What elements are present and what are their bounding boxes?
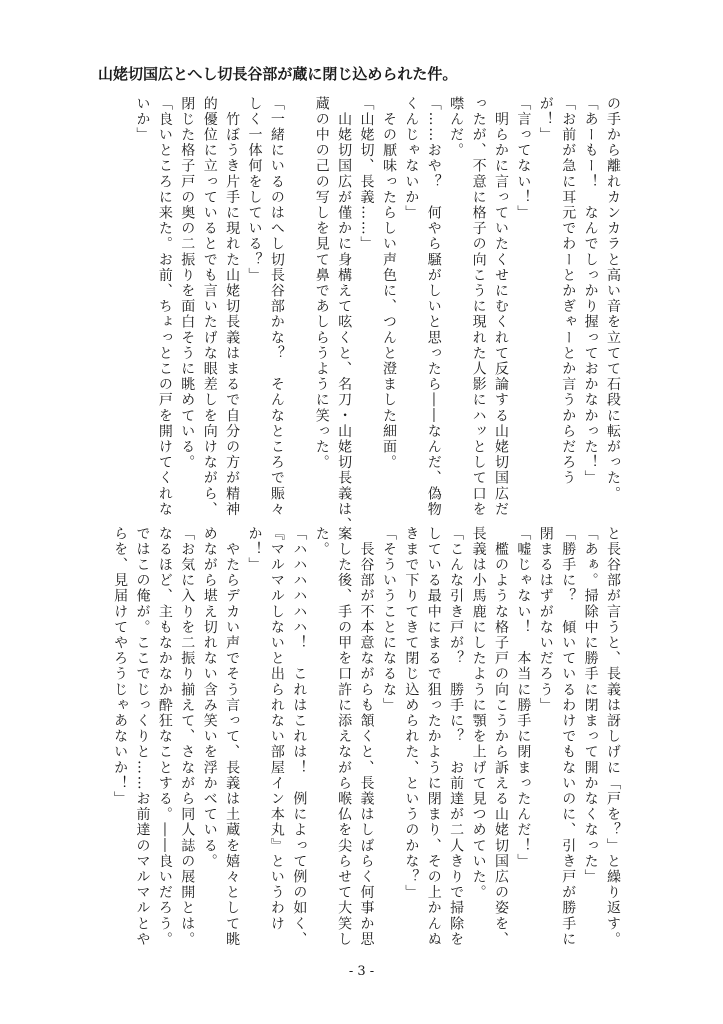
- text-line: 「お前が急に耳元でわーとかぎゃーとか言うからだろう: [560, 96, 577, 486]
- text-line: ではこの俺が。ここでじっくりと……お前達のマルマルとや: [134, 526, 151, 948]
- text-line: 山姥切国広が僅かに身構えて呟くと、名刀・山姥切長義は、: [336, 96, 353, 533]
- text-line: 竹ぼうき片手に現れた山姥切長義はまるで自分の方が精神: [224, 96, 241, 518]
- text-line: の手から離れカンカラと高い音を立てて石段に転がった。: [605, 96, 621, 502]
- text-line: 長義は小馬鹿にしたように顎を上げて見つめていた。: [470, 526, 487, 901]
- text-line: 閉まるはずがないだろう」: [537, 526, 554, 714]
- text-line: している最中にまるで狙ったかように閉まり、その上かんぬ: [425, 526, 442, 948]
- text-line: めながら堪え切れない含み笑いを浮かべている。: [201, 526, 218, 870]
- text-line: 「ハハハハハハ！ これはこれは！ 例によって例の如く、: [291, 526, 308, 948]
- text-line: 閉じた格子戸の奥の二振りを面白そうに眺めている。: [179, 96, 196, 471]
- text-line: ったが、不意に格子の向こうに現れた人影にハッとして口を: [470, 96, 487, 518]
- page-number: - 3 -: [348, 964, 375, 979]
- text-line: 的優位に立っているとでも言いたげな眼差しを向けながら、: [201, 96, 218, 518]
- text-line: 「良いところに来た。お前、ちょっとこの戸を開けてくれな: [156, 96, 173, 518]
- text-line: 「あぁ。掃除中に勝手に閉まって開かなくなった」: [582, 526, 599, 885]
- text-line: 噤んだ。: [448, 96, 465, 159]
- text-line: 檻のような格子戸の向こうから訴える山姥切国広の姿を、: [492, 526, 509, 948]
- text-line: いか」: [134, 96, 151, 143]
- text-line: きまで下りてきて閉じ込められた、というのかな？」: [403, 526, 420, 901]
- text-line: 「あーもー！ なんでしっかり握っておかなかった！」: [582, 96, 599, 486]
- text-line: 『マルマルしないと出られない部屋イン本丸』というわけ: [268, 526, 285, 932]
- text-line: らを、見届けてやろうじゃあないか！」: [112, 526, 129, 807]
- text-line: か！」: [246, 526, 263, 573]
- text-line: 「山姥切、長義……」: [358, 96, 375, 252]
- blank-line: [288, 96, 310, 511]
- chapter-title: 山姥切国広とへし切長谷部が蔵に閉じ込められた件。: [98, 65, 458, 83]
- text-line: 「そういうことになるな」: [380, 526, 397, 714]
- text-line: と長谷部が言うと、長義は訝しげに「戸を？」と繰り返す。: [605, 526, 621, 948]
- text-line: 「言ってない！」: [515, 96, 532, 221]
- text-line: 明らかに言っていたくせにむくれて反論する山姥切国広だ: [492, 96, 509, 518]
- text-line: 案した後、手の甲を口許に添えながら喉仏を尖らせて大笑し: [336, 526, 353, 948]
- text-line: 「嘘じゃない！ 本当に勝手に閉まったんだ！」: [515, 526, 532, 870]
- text-line: 「勝手に？ 傾いているわけでもないのに、引き戸が勝手に: [560, 526, 577, 948]
- text-block-top: [109, 96, 624, 533]
- text-line: くんじゃないか」: [403, 96, 420, 221]
- text-line: が！」: [537, 96, 554, 143]
- text-line: 「こんな引き戸が？ 勝手に？ お前達が二人きりで掃除を: [448, 526, 465, 948]
- text-line: 「一緒にいるのはへし切長谷部かな？ そんなところで賑々: [268, 96, 285, 518]
- text-line: 蔵の中の己の写しを見て鼻であしらうように笑った。: [313, 96, 330, 471]
- text-line: 「……おや？ 何やら騒がしいと思ったら――なんだ、偽物: [425, 96, 442, 518]
- text-line: 長谷部が不本意ながらも頷くと、長義はしばらく何事か思: [358, 526, 375, 948]
- text-line: た。: [313, 526, 330, 558]
- text-block-bottom: [109, 526, 624, 948]
- text-line: なるほど、主もなかなか酔狂なことする。――良いだろう。: [156, 526, 173, 948]
- text-line: 「お気に入りを二振り揃えて、さながら同人誌の展開とは。: [179, 526, 196, 948]
- text-line: やたらデカい声でそう言って、長義は土蔵を嬉々として眺: [224, 526, 241, 948]
- text-line: しく一体何をしている？」: [246, 96, 263, 284]
- text-line: その厭味ったらしい声色に、つんと澄ました細面。: [380, 96, 397, 471]
